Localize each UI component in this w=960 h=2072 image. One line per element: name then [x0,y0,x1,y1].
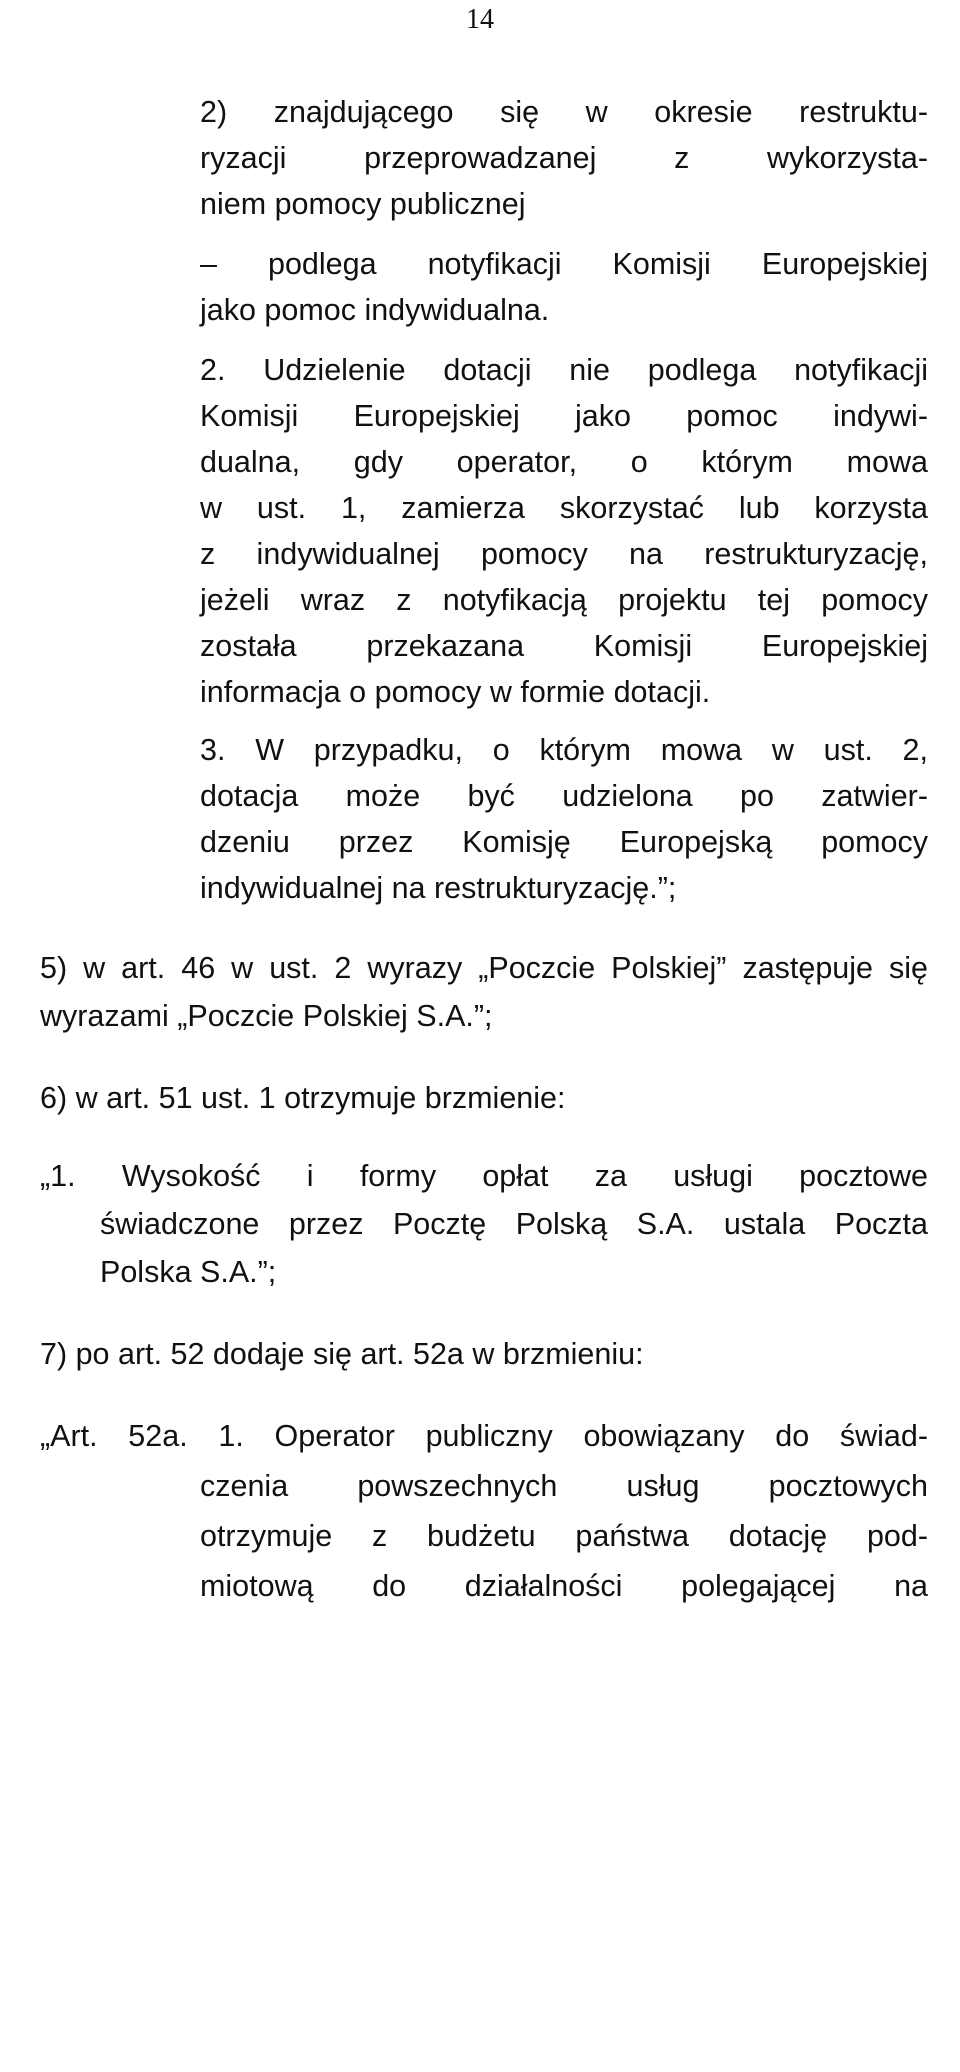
text-line: Polska S.A.”; [100,1255,277,1289]
text-line: 2) znajdującego się w okresie restruktu- [200,95,928,129]
text-line: dotacja może być udzielona po zatwier- [200,779,928,813]
text-line: miotową do działalności polegającej na [200,1569,928,1603]
text-line: ryzacji przeprowadzanej z wykorzysta- [200,141,928,175]
text-line: niem pomocy publicznej [200,187,526,221]
text-line: 3. W przypadku, o którym mowa w ust. 2, [200,733,928,767]
text-line: świadczone przez Pocztę Polską S.A. ustala Poczta [100,1207,928,1241]
text-line: 5) w art. 46 w ust. 2 wyrazy „Poczcie Polskiej” zastępuje się [40,951,928,985]
text-line: Komisji Europejskiej jako pomoc indywi- [200,399,928,433]
text-line: „1. Wysokość i formy opłat za usługi pocztowe [40,1159,928,1193]
text-line: dzeniu przez Komisję Europejską pomocy [200,825,928,859]
text-line: informacja o pomocy w formie dotacji. [200,675,711,709]
text-line: jeżeli wraz z notyfikacją projektu tej pomocy [200,583,928,617]
text-line: 7) po art. 52 dodaje się art. 52a w brzmieniu: [40,1337,644,1371]
text-line: dualna, gdy operator, o którym mowa [200,445,928,479]
text-line: otrzymuje z budżetu państwa dotację pod- [200,1519,928,1553]
text-line: została przekazana Komisji Europejskiej [200,629,928,663]
text-line: 2. Udzielenie dotacji nie podlega notyfikacji [200,353,928,387]
text-line: z indywidualnej pomocy na restrukturyzację, [200,537,928,571]
page-number: 14 [466,4,494,35]
text-line: „Art. 52a. 1. Operator publiczny obowiązany do świad- [40,1419,928,1453]
text-line: 6) w art. 51 ust. 1 otrzymuje brzmienie: [40,1081,566,1115]
text-line: wyrazami „Poczcie Polskiej S.A.”; [40,999,493,1033]
text-line: jako pomoc indywidualna. [200,293,550,327]
text-line: indywidualnej na restrukturyzację.”; [200,871,677,905]
text-line: czenia powszechnych usług pocztowych [200,1469,928,1503]
text-line: – podlega notyfikacji Komisji Europejskiej [200,247,928,281]
text-line: w ust. 1, zamierza skorzystać lub korzysta [200,491,928,525]
